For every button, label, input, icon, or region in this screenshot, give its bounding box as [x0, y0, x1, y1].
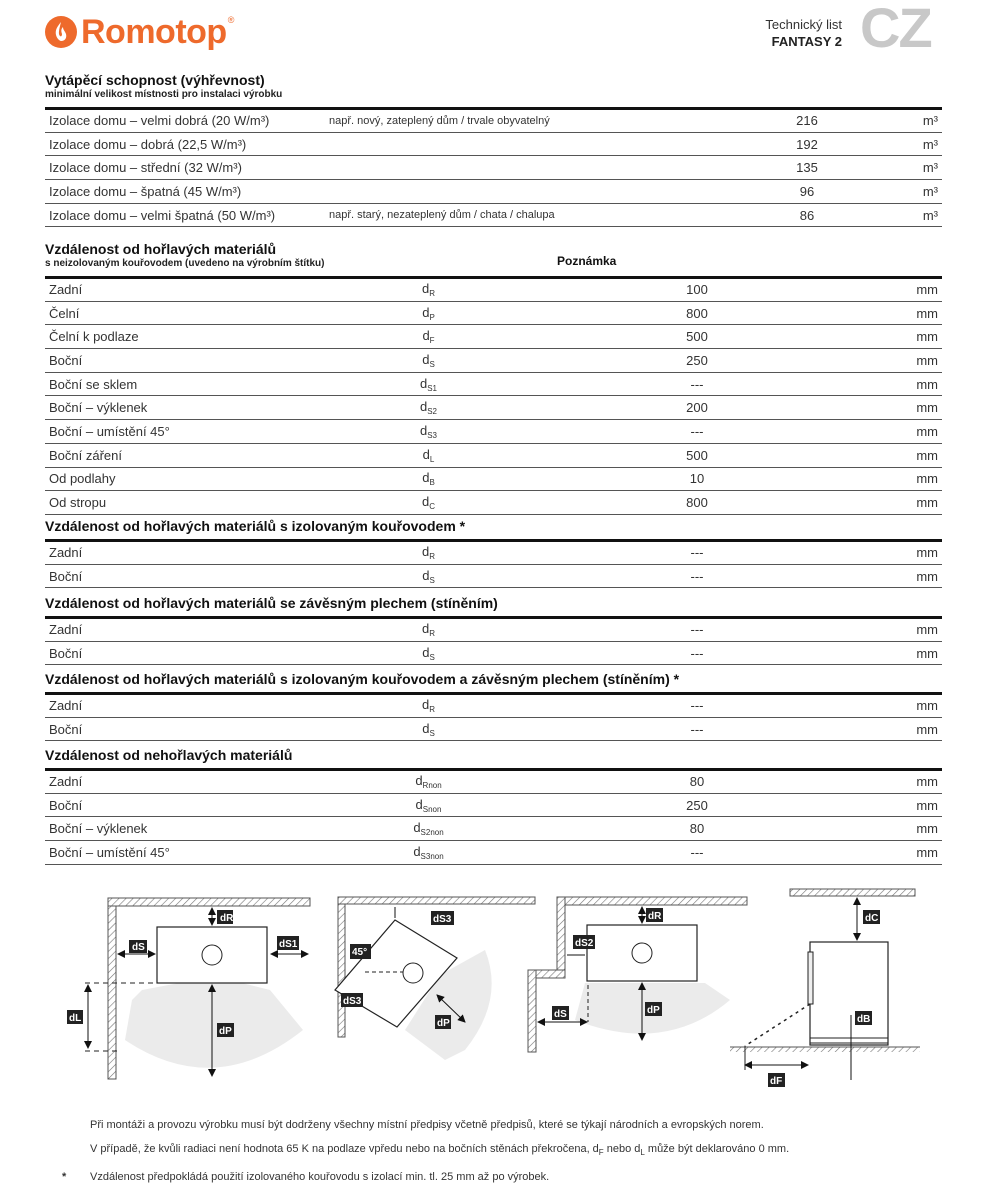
row-symbol — [325, 694, 532, 718]
row-unit: mm — [862, 278, 942, 302]
svg-text:dR: dR — [220, 913, 234, 924]
footnote-text: V případě, že kvůli radiaci není hodnota 65 K na podlaze vpředu nebo na bočních stěnách překročena, d — [90, 1143, 599, 1155]
table-row — [45, 278, 942, 302]
row-label: Zadní — [45, 618, 325, 642]
symbol: d — [422, 470, 430, 486]
symbol-subscript: B — [429, 478, 435, 488]
row-unit: mm — [862, 618, 942, 642]
symbol: d — [422, 304, 430, 320]
table-row — [45, 618, 942, 642]
row-label: Boční — [45, 717, 325, 741]
row-label: Od stropu — [45, 491, 325, 515]
row-label: Boční — [45, 793, 325, 817]
row-note — [325, 132, 752, 156]
row-value: 500 — [532, 443, 862, 467]
subscript: L — [640, 1148, 645, 1157]
diagram-45-degree-placement — [335, 897, 535, 1060]
row-value: --- — [532, 420, 862, 444]
symbol: d — [422, 644, 430, 660]
footnote-radiation — [60, 1137, 940, 1165]
row-symbol — [325, 717, 532, 741]
section-subtitle: minimální velikost místnosti pro instalaci výrobku — [45, 89, 283, 100]
symbol-subscript: S2non — [420, 828, 444, 838]
row-unit: mm — [862, 793, 942, 817]
row-symbol — [325, 278, 532, 302]
row-unit: m³ — [862, 180, 942, 204]
row-unit: mm — [862, 694, 942, 718]
row-value: 135 — [752, 156, 862, 180]
svg-text:dP: dP — [647, 1005, 660, 1016]
row-unit: mm — [862, 541, 942, 565]
symbol: d — [421, 697, 430, 713]
row-label: Boční — [45, 564, 325, 588]
brand-logo — [45, 14, 234, 50]
row-unit: mm — [862, 443, 942, 467]
nonflammable-section — [45, 747, 942, 865]
row-label: Boční — [45, 349, 325, 373]
footnote-text: může být deklarováno 0 mm. — [644, 1143, 790, 1155]
symbol-subscript: F — [429, 336, 435, 346]
row-label: Zadní — [45, 278, 325, 302]
row-value: 80 — [532, 770, 862, 794]
symbol-subscript: S1 — [427, 383, 438, 393]
note-column-header: Poznámka — [557, 254, 617, 268]
symbol-subscript: S — [429, 575, 435, 585]
row-label: Izolace domu – dobrá (22,5 W/m³) — [45, 132, 325, 156]
row-label: Boční záření — [45, 443, 325, 467]
symbol: d — [422, 328, 430, 344]
row-symbol — [325, 491, 532, 515]
footnote-text: Vzdálenost předpokládá použití izolovaného kouřovodu s izolací min. tl. 25 mm až po výrobek. — [90, 1171, 550, 1183]
symbol-subscript: R — [429, 705, 435, 715]
row-value: --- — [532, 717, 862, 741]
symbol: d — [421, 281, 430, 297]
section-title: Vzdálenost od hořlavých materiálů s izolovaným kouřovodem a závěsným plechem (stíněním) * — [45, 671, 680, 687]
symbol-subscript: L — [429, 454, 435, 464]
footnote-text: nebo d — [603, 1143, 641, 1155]
shield-section — [45, 595, 942, 665]
table-row — [45, 156, 942, 180]
symbol: d — [422, 720, 430, 736]
table-row — [45, 132, 942, 156]
row-label: Zadní — [45, 541, 325, 565]
svg-text:dL: dL — [69, 1013, 82, 1024]
row-symbol — [325, 467, 532, 491]
row-symbol — [325, 349, 532, 373]
row-value: --- — [532, 694, 862, 718]
row-value: --- — [532, 564, 862, 588]
table-row — [45, 817, 942, 841]
symbol-subscript: P — [429, 312, 435, 322]
symbol: d — [419, 375, 428, 391]
table-row — [45, 793, 942, 817]
row-unit: mm — [862, 817, 942, 841]
heating-section — [45, 72, 942, 227]
symbol: d — [421, 621, 430, 637]
insulated-shield-table — [45, 692, 942, 741]
row-unit: m³ — [862, 109, 942, 133]
diagram-corner-placement — [67, 898, 310, 1079]
row-unit: m³ — [862, 132, 942, 156]
subscript: F — [598, 1148, 604, 1157]
svg-text:dS: dS — [132, 942, 145, 953]
row-value: 100 — [532, 278, 862, 302]
row-symbol — [325, 443, 532, 467]
insulated-section — [45, 518, 942, 588]
row-unit: mm — [862, 349, 942, 373]
brand-name: Romotop — [81, 13, 227, 51]
row-unit: mm — [862, 717, 942, 741]
symbol-subscript: Snon — [422, 804, 442, 814]
symbol-subscript: S — [429, 652, 435, 662]
row-symbol — [325, 770, 532, 794]
row-note: např. starý, nezateplený dům / chata / chalupa — [325, 203, 752, 227]
clearance-diagrams — [45, 880, 945, 1090]
row-label: Boční – umístění 45° — [45, 841, 325, 865]
flame-icon — [45, 16, 77, 48]
page-header — [0, 0, 989, 70]
section-subtitle: s neizolovaným kouřovodem (uvedeno na výrobním štítku) — [45, 258, 325, 269]
symbol-subscript: S — [429, 359, 435, 369]
section-title: Vzdálenost od hořlavých materiálů s izolovaným kouřovodem * — [45, 518, 466, 534]
symbol-subscript: R — [429, 552, 435, 562]
row-value: --- — [532, 541, 862, 565]
table-row — [45, 203, 942, 227]
section-title: Vzdálenost od nehořlavých materiálů — [45, 747, 293, 763]
svg-text:dF: dF — [770, 1076, 783, 1087]
svg-text:dR: dR — [648, 911, 662, 922]
row-symbol — [325, 301, 532, 325]
section-title: Vzdálenost od hořlavých materiálů — [45, 241, 277, 257]
row-label: Čelní k podlaze — [45, 325, 325, 349]
svg-text:dS3: dS3 — [343, 996, 362, 1007]
table-row — [45, 694, 942, 718]
symbol: d — [413, 820, 421, 836]
row-unit: mm — [862, 770, 942, 794]
symbol-subscript: S3non — [420, 851, 444, 861]
row-value: --- — [532, 372, 862, 396]
row-symbol — [325, 541, 532, 565]
row-symbol — [325, 618, 532, 642]
svg-text:dS: dS — [554, 1009, 567, 1020]
row-value: 80 — [532, 817, 862, 841]
symbol: d — [419, 422, 428, 438]
table-row — [45, 109, 942, 133]
svg-text:dP: dP — [437, 1018, 450, 1029]
row-label: Boční — [45, 641, 325, 665]
symbol: d — [415, 796, 423, 812]
nonflammable-table — [45, 768, 942, 865]
row-value: 250 — [532, 349, 862, 373]
symbol: d — [413, 843, 421, 859]
svg-text:dS2: dS2 — [575, 938, 594, 949]
row-label: Zadní — [45, 694, 325, 718]
document-type: Technický list — [765, 17, 842, 32]
row-symbol — [325, 817, 532, 841]
row-symbol — [325, 325, 532, 349]
table-row — [45, 443, 942, 467]
row-symbol — [325, 420, 532, 444]
symbol: d — [421, 544, 430, 560]
svg-text:dB: dB — [857, 1014, 871, 1025]
table-row — [45, 420, 942, 444]
footnote-star — [60, 1165, 940, 1189]
row-value: 250 — [532, 793, 862, 817]
row-symbol — [325, 641, 532, 665]
symbol: d — [415, 773, 423, 789]
flammable-table — [45, 276, 942, 515]
row-unit: mm — [862, 467, 942, 491]
row-unit: mm — [862, 420, 942, 444]
row-unit: mm — [862, 491, 942, 515]
row-label: Izolace domu – střední (32 W/m³) — [45, 156, 325, 180]
row-value: 96 — [752, 180, 862, 204]
flammable-section — [45, 241, 942, 515]
symbol-subscript: Rnon — [422, 781, 442, 791]
insulated-shield-section — [45, 671, 942, 741]
row-symbol — [325, 372, 532, 396]
diagram-niche-placement — [528, 897, 747, 1052]
row-value: --- — [532, 641, 862, 665]
row-unit: mm — [862, 841, 942, 865]
symbol: d — [422, 446, 430, 462]
table-row — [45, 349, 942, 373]
row-value: 10 — [532, 467, 862, 491]
row-value: 800 — [532, 301, 862, 325]
table-row — [45, 396, 942, 420]
insulated-table — [45, 539, 942, 588]
symbol-subscript: C — [429, 502, 435, 512]
row-unit: m³ — [862, 156, 942, 180]
row-value: 192 — [752, 132, 862, 156]
footnote-regulations: Při montáži a provozu výrobku musí být dodrženy všechny místní předpisy včetně předpisů, které se týkají národních a evropských norem. — [90, 1119, 764, 1131]
svg-text:dC: dC — [865, 913, 879, 924]
row-note: např. nový, zateplený dům / trvale obyvatelný — [325, 109, 752, 133]
row-value: 216 — [752, 109, 862, 133]
symbol-subscript: R — [429, 289, 435, 299]
symbol-subscript: R — [429, 629, 435, 639]
asterisk-marker: * — [62, 1171, 67, 1183]
shield-table — [45, 616, 942, 665]
document-meta — [765, 16, 842, 50]
row-symbol — [325, 564, 532, 588]
row-label: Boční – umístění 45° — [45, 420, 325, 444]
row-value: 86 — [752, 203, 862, 227]
row-value: 800 — [532, 491, 862, 515]
svg-text:dS3: dS3 — [433, 914, 452, 925]
row-label: Čelní — [45, 301, 325, 325]
table-row — [45, 541, 942, 565]
row-unit: mm — [862, 301, 942, 325]
row-label: Izolace domu – velmi špatná (50 W/m³) — [45, 203, 325, 227]
row-note — [325, 156, 752, 180]
row-unit: mm — [862, 325, 942, 349]
row-unit: mm — [862, 641, 942, 665]
svg-text:dS1: dS1 — [279, 939, 298, 950]
symbol: d — [421, 494, 430, 510]
table-row — [45, 372, 942, 396]
model-name: FANTASY 2 — [771, 34, 842, 49]
table-row — [45, 491, 942, 515]
row-label: Izolace domu – špatná (45 W/m³) — [45, 180, 325, 204]
symbol-subscript: S — [429, 728, 435, 738]
symbol: d — [419, 399, 428, 415]
table-row — [45, 301, 942, 325]
language-code: CZ — [860, 0, 931, 59]
row-unit: m³ — [862, 203, 942, 227]
row-unit: mm — [862, 372, 942, 396]
table-row — [45, 467, 942, 491]
table-row — [45, 770, 942, 794]
symbol-subscript: S2 — [427, 407, 438, 417]
row-label: Izolace domu – velmi dobrá (20 W/m³) — [45, 109, 325, 133]
row-label: Od podlahy — [45, 467, 325, 491]
row-label: Zadní — [45, 770, 325, 794]
table-row — [45, 717, 942, 741]
row-label: Boční – výklenek — [45, 396, 325, 420]
section-title: Vytápěcí schopnost (výhřevnost) — [45, 72, 265, 88]
table-row — [45, 641, 942, 665]
row-unit: mm — [862, 564, 942, 588]
svg-text:45°: 45° — [352, 947, 368, 958]
diagram-side-view — [730, 889, 920, 1087]
row-value: --- — [532, 618, 862, 642]
row-symbol — [325, 841, 532, 865]
svg-text:dP: dP — [219, 1026, 232, 1037]
symbol: d — [422, 567, 430, 583]
row-value: 200 — [532, 396, 862, 420]
row-label: Boční – výklenek — [45, 817, 325, 841]
table-row — [45, 841, 942, 865]
symbol: d — [422, 351, 430, 367]
row-symbol — [325, 396, 532, 420]
symbol-subscript: S3 — [427, 430, 438, 440]
table-row — [45, 325, 942, 349]
row-value: 500 — [532, 325, 862, 349]
footnotes — [60, 1113, 940, 1189]
registered-mark: ® — [227, 15, 235, 25]
row-unit: mm — [862, 396, 942, 420]
table-row — [45, 180, 942, 204]
row-symbol — [325, 793, 532, 817]
table-row — [45, 564, 942, 588]
row-label: Boční se sklem — [45, 372, 325, 396]
row-value: --- — [532, 841, 862, 865]
row-note — [325, 180, 752, 204]
section-title: Vzdálenost od hořlavých materiálů se závěsným plechem (stíněním) — [45, 595, 498, 611]
heating-table — [45, 107, 942, 227]
